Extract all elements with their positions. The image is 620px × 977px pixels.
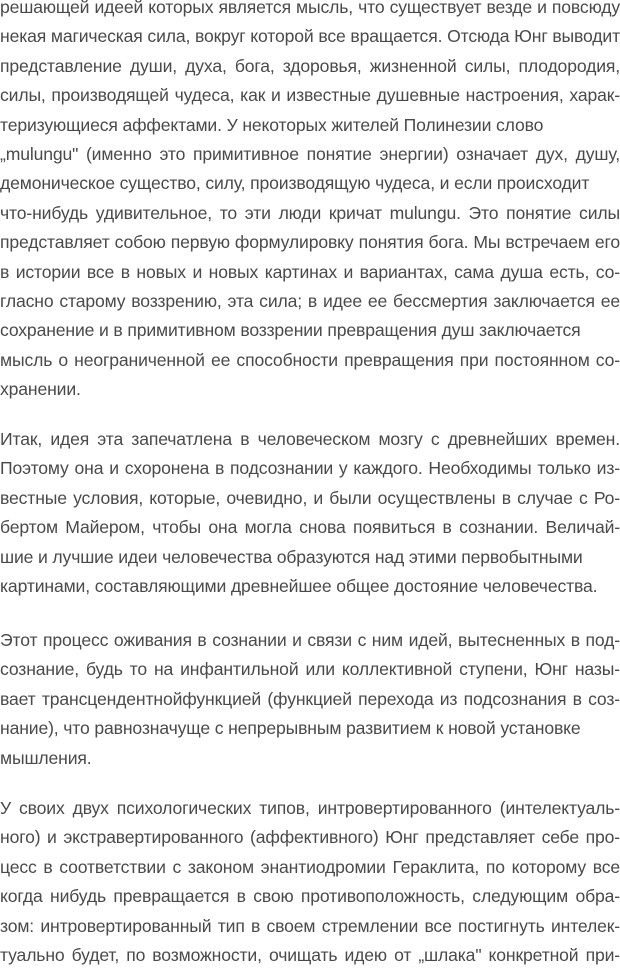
text-line: что-нибудь удивительное, то эти люди кричат mulungu. Это понятие силы — [0, 202, 620, 223]
text-line: зом: интровертированный тип в своем стремлении все постигнуть интелек- — [0, 915, 620, 936]
text-line: туально будет, по возможности, очищать идею от „шлака" конкретной при- — [0, 944, 620, 965]
text-line: представляет собою первую формулировку понятия бога. Мы встречаем его — [0, 232, 620, 253]
text-line: цесс в соответствии с законом энантиодромии Гераклита, по которому все — [0, 856, 620, 877]
paragraph-psychological-types — [0, 794, 620, 970]
text-line: ного) и экстравертированного (аффективного) Юнг представляет себе про- — [0, 827, 620, 848]
text-line: вестные условия, которые, очевидно, и были осуществлены в случае с Ро- — [0, 487, 620, 508]
text-line: когда нибудь превращается в свою противоположность, следующим обра- — [0, 886, 620, 907]
text-line: силы, производящей чудеса, как и известные душевные настроения, харак- — [0, 85, 620, 106]
paragraph-transcendent-function — [0, 626, 620, 773]
text-line: бертом Майером, чтобы она могла снова появиться в сознании. Величай- — [0, 517, 620, 538]
text-line: нание), что равнозначуще с непрерывным развитием к новой установке — [0, 718, 581, 739]
text-line: вает трансцендентнойфункцией (функцией перехода из подсознания в соз- — [0, 688, 620, 709]
text-line: гласно старому воззрению, эта сила; в идее ее бессмертия заключается ее — [0, 290, 620, 311]
text-line: мысль о неограниченной ее способности превращения при постоянном со- — [0, 349, 620, 370]
text-line: Этот процесс оживания в сознании и связи с ним идей, вытесненных в под- — [0, 630, 620, 650]
text-line: Поэтому она и схоронена в подсознании у каждого. Необходимы только из- — [0, 458, 620, 479]
text-line: сознание, будь то на инфантильной или коллективной ступени, Юнг назы- — [0, 659, 620, 680]
paragraph-mulungu — [0, 0, 620, 404]
text-line: мышления. — [0, 747, 92, 768]
text-line: сохранение и в примитивном воззрении превращения душ заключается — [0, 320, 581, 341]
text-line: Итак, идея эта запечатлена в человеческом мозгу с древнейших времен. — [0, 429, 620, 449]
text-line: У своих двух психологических типов, интровертированного (интелектуаль- — [0, 798, 620, 818]
text-line: некая магическая сила, вокруг которой все вращается. Отсюда Юнг выводит — [0, 26, 620, 47]
paragraph-idea-imprinted — [0, 425, 620, 601]
text-line: в истории все в новых и новых картинах и вариантах, сама душа есть, со- — [0, 261, 620, 282]
text-line: „mulungu" (именно это примитивное понятие энергии) означает дух, душу, — [0, 143, 620, 164]
text-line: теризующиеся аффектами. У некоторых жителей Полинезии слово — [0, 114, 544, 135]
text-line: картинами, составляющими древнейшее общее достояние человечества. — [0, 575, 598, 596]
text-line: решающей идеей которых является мысль, что существует везде и повсюду — [0, 0, 620, 17]
text-line: представление души, духа, бога, здоровья, жизненной силы, плодородия, — [0, 55, 620, 76]
text-line: шие и лучшие идеи человечества образуются над этими первобытными — [0, 546, 583, 567]
text-line: хранении. — [0, 379, 81, 400]
text-line: демоническое существо, силу, производящую чудеса, и если происходит — [0, 173, 590, 194]
